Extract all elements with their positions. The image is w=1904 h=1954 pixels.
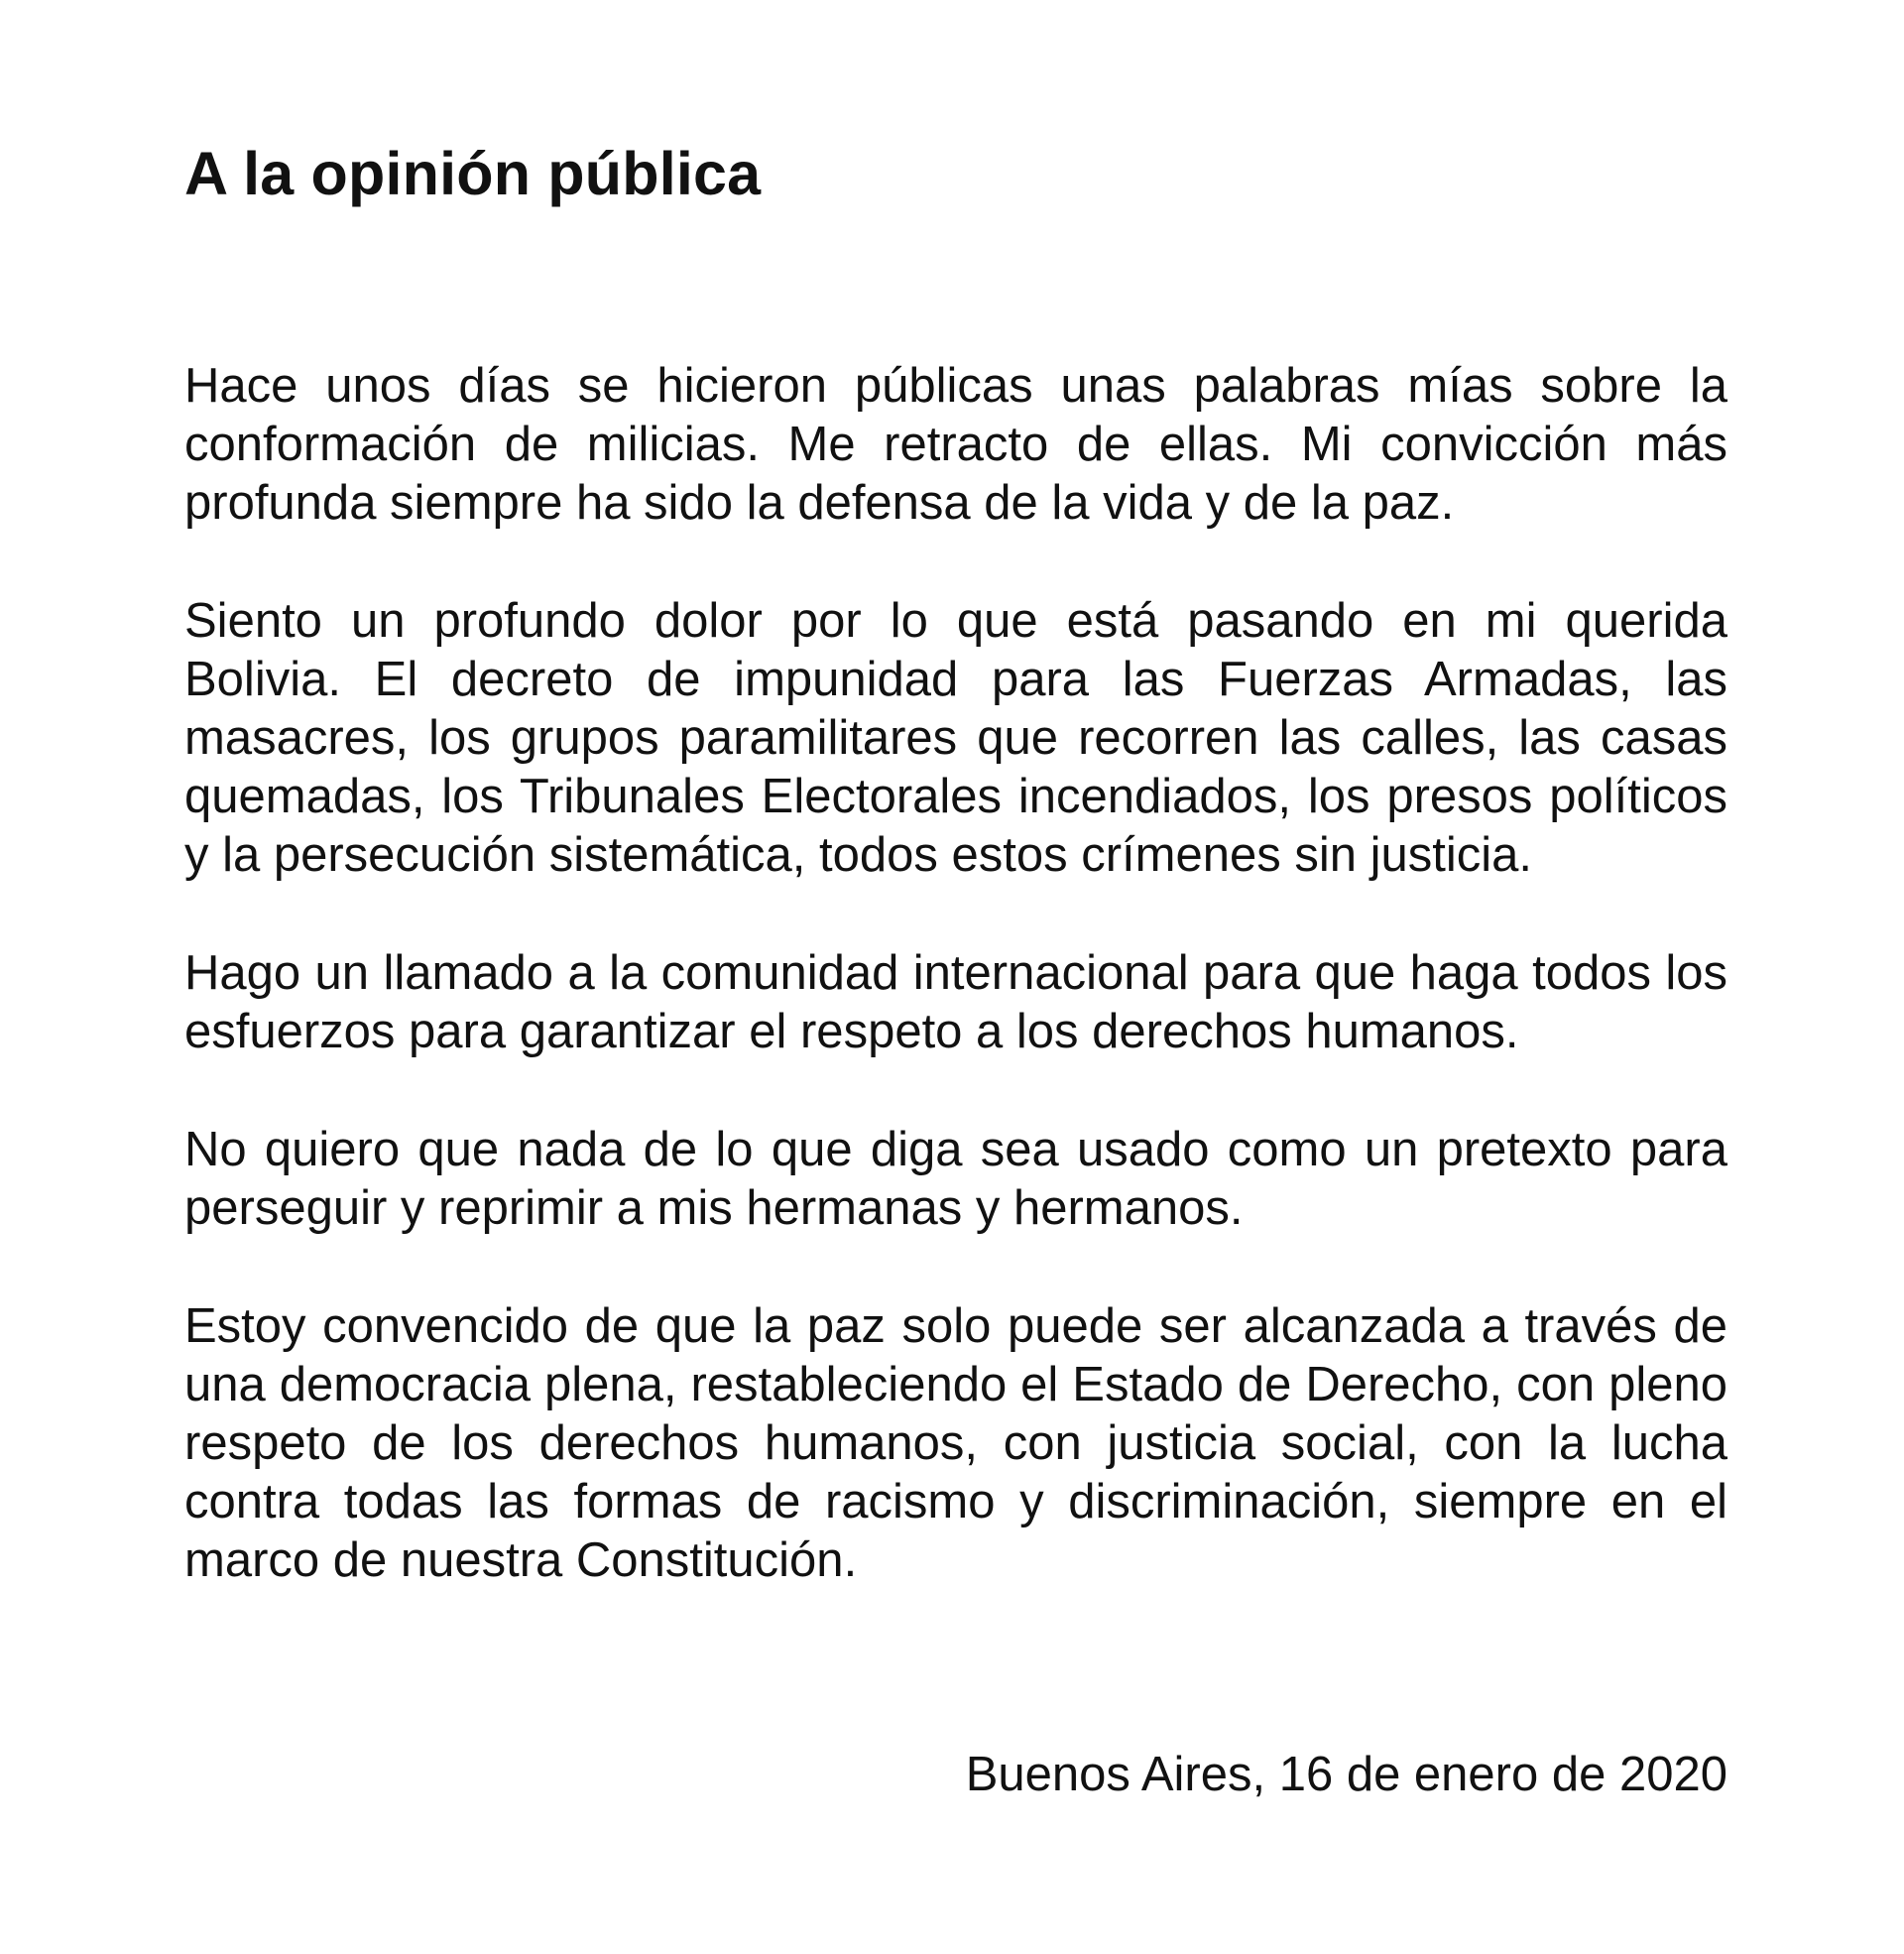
paragraph-no-pretext: No quiero que nada de lo que diga sea usado como un pretexto para perseguir y reprimir a mis hermanas y hermanos. — [184, 1123, 1727, 1235]
paragraph-retraction: Hace unos días se hicieron públicas unas palabras mías sobre la conformación de milicias. Me retracto de ellas. Mi convicción más profunda siempre ha sido la defensa de la vida y de la paz. — [184, 359, 1727, 530]
letter-body — [184, 357, 1727, 1590]
letter-title: A la opinión pública — [184, 140, 762, 207]
paragraph-bolivia: Siento un profundo dolor por lo que está pasando en mi querida Bolivia. El decreto de impunidad para las Fuerzas Armadas, las masacres, los grupos paramilitares que recorren las calles, las casas quemadas, los Tribunales Electorales incendiados, los presos políticos y la persecución sistemática, todos estos crímenes sin justicia. — [184, 594, 1727, 882]
signature-place-date: Buenos Aires, 16 de enero de 2020 — [965, 1748, 1727, 1801]
letter — [184, 129, 1727, 1649]
paragraph-democracy: Estoy convencido de que la paz solo puede ser alcanzada a través de una democracia plena, restableciendo el Estado de Derecho, con pleno respeto de los derechos humanos, con justicia social, con la lucha contra todas las formas de racismo y discriminación, siempre en el marco de nuestra Constitución. — [184, 1299, 1727, 1587]
paragraph-international-call: Hago un llamado a la comunidad internacional para que haga todos los esfuerzos para garantizar el respeto a los derechos humanos. — [184, 946, 1727, 1058]
